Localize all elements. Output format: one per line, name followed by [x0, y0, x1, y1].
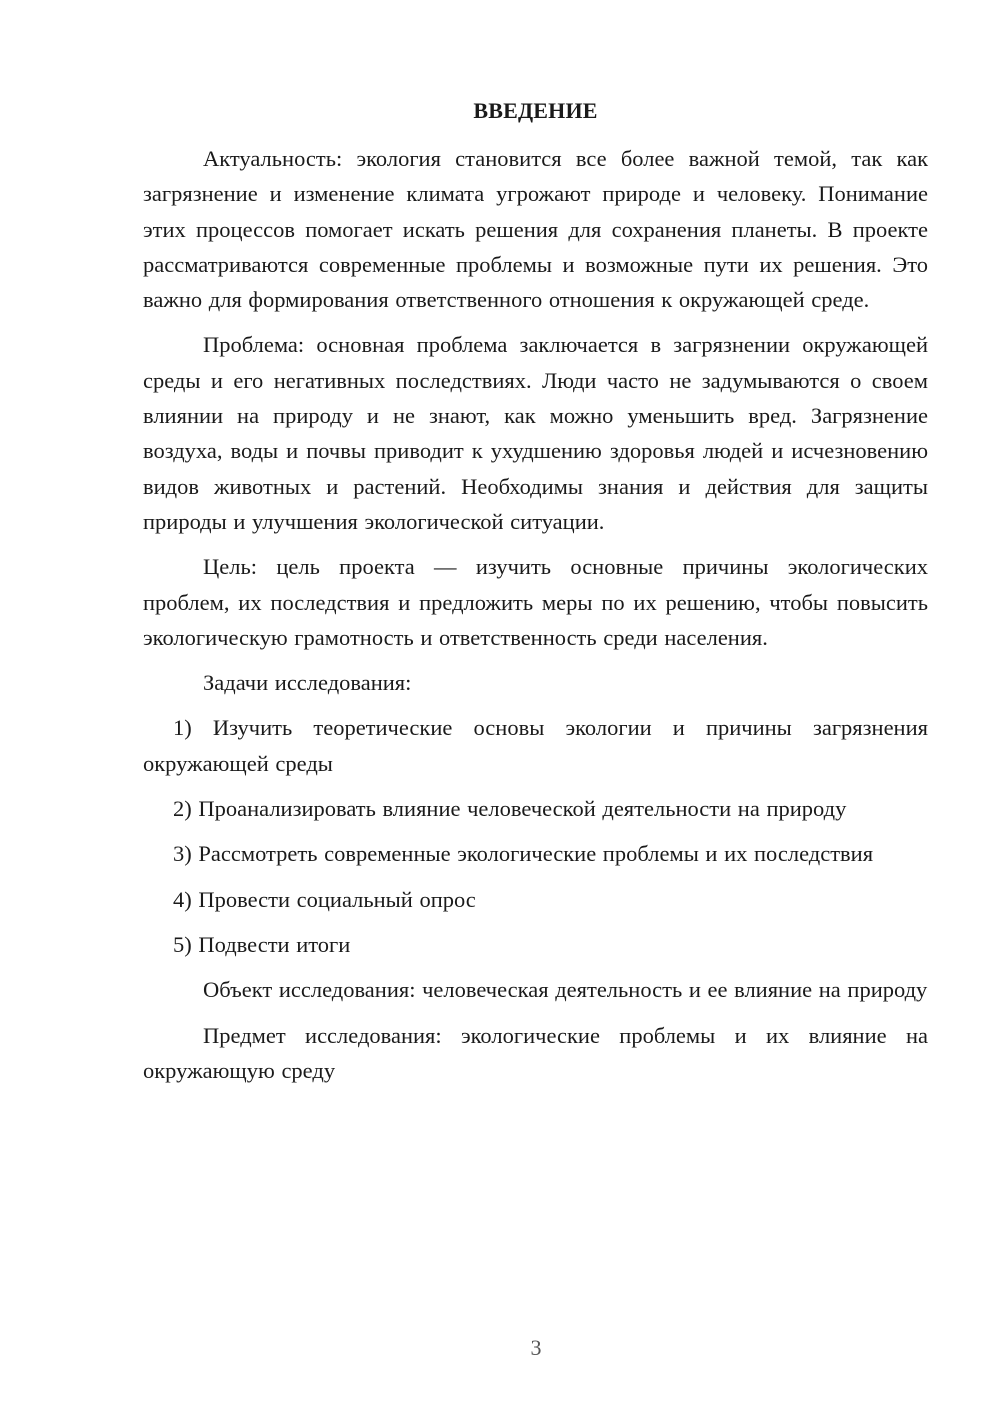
task-item-1: 1) Изучить теоретические основы экологии и причины загрязнения окружающей среды	[143, 715, 928, 776]
relevance-paragraph: Актуальность: экология становится все более важной темой, так как загрязнение и изменение климата угрожают природе и человеку. Понимание этих процессов помогает искать решения для сохранения планеты. В проекте рассматриваются современные проблемы и возможные пути их решения. Это важно для формирования ответственного отношения к окружающей среде.	[143, 146, 928, 313]
section-heading: ВВЕДЕНИЕ	[473, 98, 598, 123]
task-item-2: 2) Проанализировать влияние человеческой деятельности на природу	[173, 796, 847, 822]
task-item-5: 5) Подвести итоги	[173, 931, 351, 957]
problem-paragraph: Проблема: основная проблема заключается в загрязнении окружающей среды и его негативных последствиях. Люди часто не задумываются о своем влиянии на природу и не знают, как можно уменьшить вред. Загрязнение воздуха, воды и почвы приводит к ухудшению здоровья людей и исчезновению видов животных и растений. Необходимы знания и действия для защиты природы и улучшения экологической ситуации.	[143, 332, 928, 534]
task-item-3: 3) Рассмотреть современные экологические проблемы и их последствия	[173, 841, 874, 867]
goal-paragraph: Цель: цель проекта — изучить основные причины экологических проблем, их последствия и предложить меры по их решению, чтобы повысить экологическую грамотность и ответственность среди населения.	[143, 554, 928, 650]
tasks-heading: Задачи исследования:	[203, 670, 412, 696]
task-item-4: 4) Провести социальный опрос	[173, 886, 476, 912]
object-paragraph: Объект исследования: человеческая деятельность и ее влияние на природу	[203, 977, 928, 1003]
document-body	[143, 141, 928, 1088]
subject-paragraph: Предмет исследования: экологические проблемы и их влияние на окружающую среду	[143, 1022, 928, 1083]
page-number: 3	[530, 1335, 542, 1360]
